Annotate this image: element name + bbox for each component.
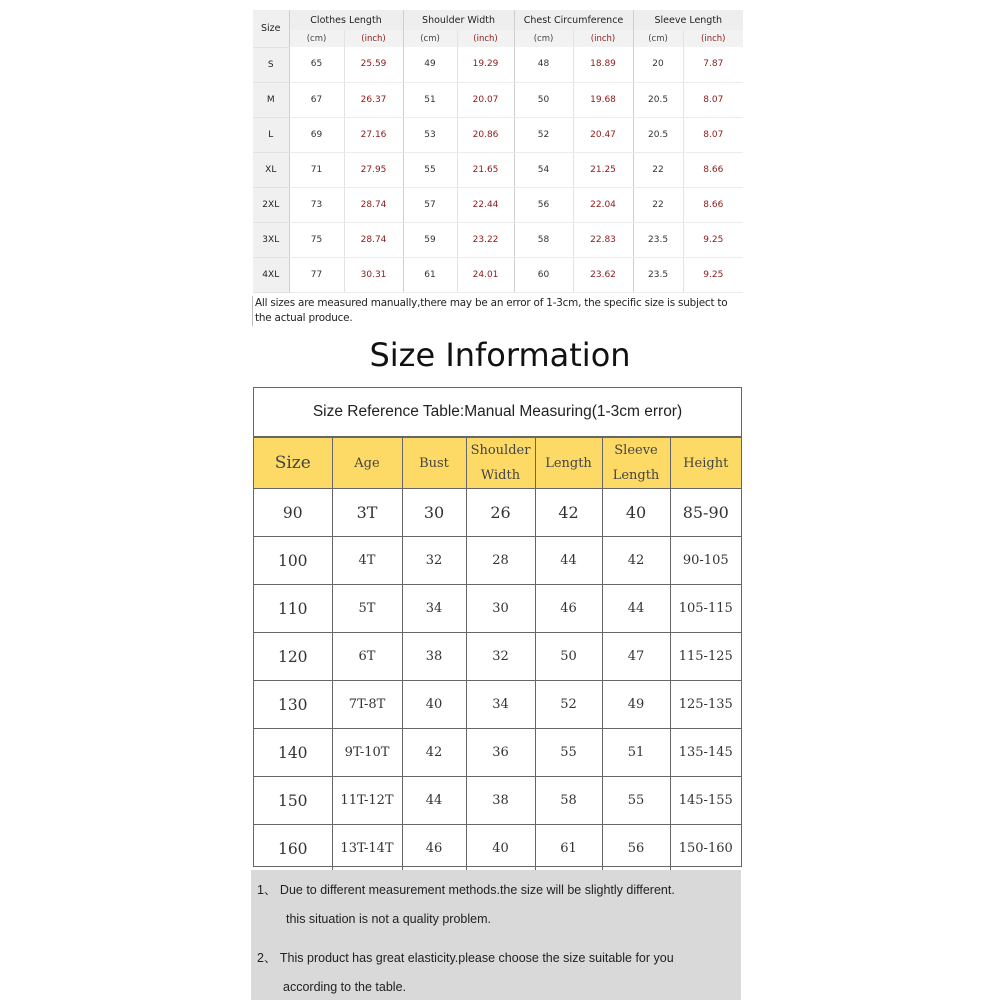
kids-table-cell: 34: [402, 585, 466, 633]
adult-table-row: [253, 82, 743, 117]
adult-cm-cell: 60: [514, 257, 573, 292]
adult-table-row: [253, 187, 743, 222]
adult-inch-cell: 8.07: [683, 117, 743, 152]
kids-table-cell: 40: [402, 681, 466, 729]
adult-inch-cell: 22.44: [457, 187, 514, 222]
adult-inch-cell: 19.68: [573, 82, 633, 117]
adult-cm-cell: 49: [403, 47, 457, 82]
kids-table-cell: 44: [602, 585, 670, 633]
page-title: Size Information: [369, 336, 631, 374]
adult-inch-cell: 8.66: [683, 187, 743, 222]
kids-header-label: Shoulder: [470, 443, 531, 458]
adult-inch-cell: 19.29: [457, 47, 514, 82]
adult-cm-cell: 53: [403, 117, 457, 152]
adult-inch-cell: 23.22: [457, 222, 514, 257]
adult-size-cell: 4XL: [253, 257, 289, 292]
kids-table-cell: 42: [402, 729, 466, 777]
adult-size-table: [253, 10, 743, 293]
adult-cm-cell: 67: [289, 82, 344, 117]
adult-cm-cell: 56: [514, 187, 573, 222]
adult-group-header: Clothes Length: [289, 10, 403, 30]
adult-inch-cell: 27.16: [344, 117, 403, 152]
unit-inch-label: (inch): [457, 30, 514, 47]
kids-table-cell: 61: [535, 825, 602, 873]
adult-table-row: [253, 222, 743, 257]
adult-cm-cell: 77: [289, 257, 344, 292]
kids-header-label: Sleeve: [614, 443, 658, 458]
note-2-line-1: 2、 This product has great elasticity.please choose the size suitable for you: [257, 951, 674, 965]
kids-table-cell: 85-90: [670, 489, 741, 537]
kids-header-cell: [402, 438, 466, 489]
adult-inch-cell: 21.25: [573, 152, 633, 187]
kids-table-cell: 115-125: [670, 633, 741, 681]
kids-header-label: Length: [612, 468, 660, 483]
kids-table-cell: 120: [254, 633, 332, 681]
adult-note-line: All sizes are measured manually,there may be an error of 1-3cm, the specific size is subject to: [255, 297, 728, 309]
adult-inch-cell: 20.47: [573, 117, 633, 152]
kids-table-row: [254, 825, 741, 873]
adult-inch-cell: 8.07: [683, 82, 743, 117]
adult-inch-cell: 20.86: [457, 117, 514, 152]
adult-cm-cell: 22: [633, 152, 683, 187]
kids-table-cell: 130: [254, 681, 332, 729]
adult-group-header-row: [253, 10, 743, 30]
adult-cm-cell: 69: [289, 117, 344, 152]
kids-table-cell: 28: [466, 537, 535, 585]
kids-table-row: [254, 633, 741, 681]
adult-inch-cell: 18.89: [573, 47, 633, 82]
adult-note-line: the actual produce.: [255, 312, 353, 324]
kids-table-cell: 30: [402, 489, 466, 537]
adult-size-cell: L: [253, 117, 289, 152]
adult-cm-cell: 73: [289, 187, 344, 222]
kids-table-cell: 55: [602, 777, 670, 825]
kids-table-cell: 6T: [332, 633, 402, 681]
adult-size-cell: S: [253, 47, 289, 82]
adult-measurement-note: [252, 296, 755, 326]
adult-group-header: Shoulder Width: [403, 10, 514, 30]
adult-inch-cell: 23.62: [573, 257, 633, 292]
kids-table-cell: 150-160: [670, 825, 741, 873]
adult-inch-cell: 28.74: [344, 187, 403, 222]
kids-size-table: [254, 437, 741, 872]
kids-header-cell: [535, 438, 602, 489]
kids-header-cell: [332, 438, 402, 489]
adult-inch-cell: 27.95: [344, 152, 403, 187]
kids-table-cell: 52: [535, 681, 602, 729]
kids-table-cell: 44: [402, 777, 466, 825]
kids-table-cell: 55: [535, 729, 602, 777]
notes-panel: [251, 870, 741, 1000]
adult-cm-cell: 52: [514, 117, 573, 152]
adult-cm-cell: 61: [403, 257, 457, 292]
kids-table-cell: 50: [535, 633, 602, 681]
adult-cm-cell: 51: [403, 82, 457, 117]
unit-cm-label: (cm): [289, 30, 344, 47]
adult-cm-cell: 22: [633, 187, 683, 222]
unit-inch-label: (inch): [683, 30, 743, 47]
kids-table-cell: 26: [466, 489, 535, 537]
adult-size-cell: M: [253, 82, 289, 117]
kids-table-cell: 47: [602, 633, 670, 681]
kids-table-cell: 40: [466, 825, 535, 873]
kids-table-cell: 135-145: [670, 729, 741, 777]
kids-table-cell: 90: [254, 489, 332, 537]
kids-table-cell: 46: [402, 825, 466, 873]
unit-inch-label: (inch): [344, 30, 403, 47]
kids-header-label: Length: [545, 455, 592, 471]
kids-header-cell: [670, 438, 741, 489]
adult-inch-cell: 25.59: [344, 47, 403, 82]
kids-table-cell: 46: [535, 585, 602, 633]
kids-table-cell: 125-135: [670, 681, 741, 729]
kids-table-cell: 5T: [332, 585, 402, 633]
kids-table-cell: 13T-14T: [332, 825, 402, 873]
kids-header-label: Size: [274, 452, 311, 473]
kids-table-cell: 11T-12T: [332, 777, 402, 825]
kids-table-cell: 150: [254, 777, 332, 825]
kids-table-cell: 32: [402, 537, 466, 585]
adult-cm-cell: 54: [514, 152, 573, 187]
kids-header-cell: [254, 438, 332, 489]
adult-table-row: [253, 152, 743, 187]
adult-inch-cell: 9.25: [683, 257, 743, 292]
unit-cm-label: (cm): [514, 30, 573, 47]
adult-inch-cell: 28.74: [344, 222, 403, 257]
adult-table-body: [253, 47, 743, 292]
adult-inch-cell: 8.66: [683, 152, 743, 187]
kids-table-row: [254, 489, 741, 537]
adult-table-row: [253, 257, 743, 292]
kids-table-cell: 32: [466, 633, 535, 681]
adult-inch-cell: 22.04: [573, 187, 633, 222]
adult-cm-cell: 23.5: [633, 257, 683, 292]
note-1-line-1: 1、 Due to different measurement methods.the size will be slightly different.: [257, 883, 675, 897]
adult-cm-cell: 57: [403, 187, 457, 222]
kids-table-row: [254, 729, 741, 777]
kids-table-row: [254, 585, 741, 633]
adult-cm-cell: 23.5: [633, 222, 683, 257]
adult-inch-cell: 20.07: [457, 82, 514, 117]
adult-table-row: [253, 47, 743, 82]
adult-cm-cell: 50: [514, 82, 573, 117]
kids-table-caption: Size Reference Table:Manual Measuring(1-3cm error): [254, 388, 741, 437]
adult-inch-cell: 7.87: [683, 47, 743, 82]
adult-inch-cell: 30.31: [344, 257, 403, 292]
adult-inch-cell: 26.37: [344, 82, 403, 117]
kids-table-row: [254, 681, 741, 729]
unit-inch-label: (inch): [573, 30, 633, 47]
kids-table-cell: 105-115: [670, 585, 741, 633]
kids-table-cell: 42: [602, 537, 670, 585]
kids-table-row: [254, 777, 741, 825]
adult-inch-cell: 22.83: [573, 222, 633, 257]
adult-size-cell: XL: [253, 152, 289, 187]
kids-header-label: Width: [480, 468, 521, 483]
kids-header-row: [254, 438, 741, 489]
adult-cm-cell: 75: [289, 222, 344, 257]
note-1-line-2: this situation is not a quality problem.: [286, 912, 491, 926]
note-2-line-2: according to the table.: [283, 980, 406, 994]
adult-cm-cell: 55: [403, 152, 457, 187]
kids-table-cell: 34: [466, 681, 535, 729]
kids-header-label: Age: [354, 455, 380, 471]
adult-cm-cell: 20: [633, 47, 683, 82]
adult-inch-cell: 21.65: [457, 152, 514, 187]
kids-table-cell: 38: [466, 777, 535, 825]
kids-table-cell: 36: [466, 729, 535, 777]
kids-table-cell: 42: [535, 489, 602, 537]
adult-cm-cell: 58: [514, 222, 573, 257]
adult-cm-cell: 71: [289, 152, 344, 187]
kids-table-cell: 3T: [332, 489, 402, 537]
kids-header-cell: [466, 438, 535, 489]
kids-table-cell: 110: [254, 585, 332, 633]
kids-table-cell: 51: [602, 729, 670, 777]
kids-table-cell: 56: [602, 825, 670, 873]
adult-unit-header-row: [253, 30, 743, 47]
adult-size-cell: 2XL: [253, 187, 289, 222]
kids-table-cell: 9T-10T: [332, 729, 402, 777]
kids-table-cell: 100: [254, 537, 332, 585]
adult-cm-cell: 48: [514, 47, 573, 82]
adult-cm-cell: 20.5: [633, 82, 683, 117]
kids-table-body: [254, 489, 741, 873]
kids-table-cell: 4T: [332, 537, 402, 585]
kids-table-cell: 38: [402, 633, 466, 681]
kids-table-cell: 145-155: [670, 777, 741, 825]
kids-table-cell: 30: [466, 585, 535, 633]
kids-table-cell: 140: [254, 729, 332, 777]
kids-table-cell: 40: [602, 489, 670, 537]
kids-table-cell: 90-105: [670, 537, 741, 585]
adult-cm-cell: 20.5: [633, 117, 683, 152]
adult-table-row: [253, 117, 743, 152]
adult-cm-cell: 65: [289, 47, 344, 82]
adult-size-cell: 3XL: [253, 222, 289, 257]
kids-table-cell: 160: [254, 825, 332, 873]
adult-size-header: Size: [253, 10, 289, 47]
adult-inch-cell: 24.01: [457, 257, 514, 292]
kids-header-label: Bust: [419, 455, 449, 471]
adult-inch-cell: 9.25: [683, 222, 743, 257]
unit-cm-label: (cm): [633, 30, 683, 47]
kids-table-cell: 58: [535, 777, 602, 825]
kids-header-cell: [602, 438, 670, 489]
adult-group-header: Sleeve Length: [633, 10, 743, 30]
kids-table-cell: 49: [602, 681, 670, 729]
unit-cm-label: (cm): [403, 30, 457, 47]
kids-header-label: Height: [683, 455, 729, 471]
kids-size-table-container: [253, 387, 742, 867]
kids-table-row: [254, 537, 741, 585]
kids-table-cell: 44: [535, 537, 602, 585]
adult-group-header: Chest Circumference: [514, 10, 633, 30]
adult-cm-cell: 59: [403, 222, 457, 257]
kids-table-cell: 7T-8T: [332, 681, 402, 729]
